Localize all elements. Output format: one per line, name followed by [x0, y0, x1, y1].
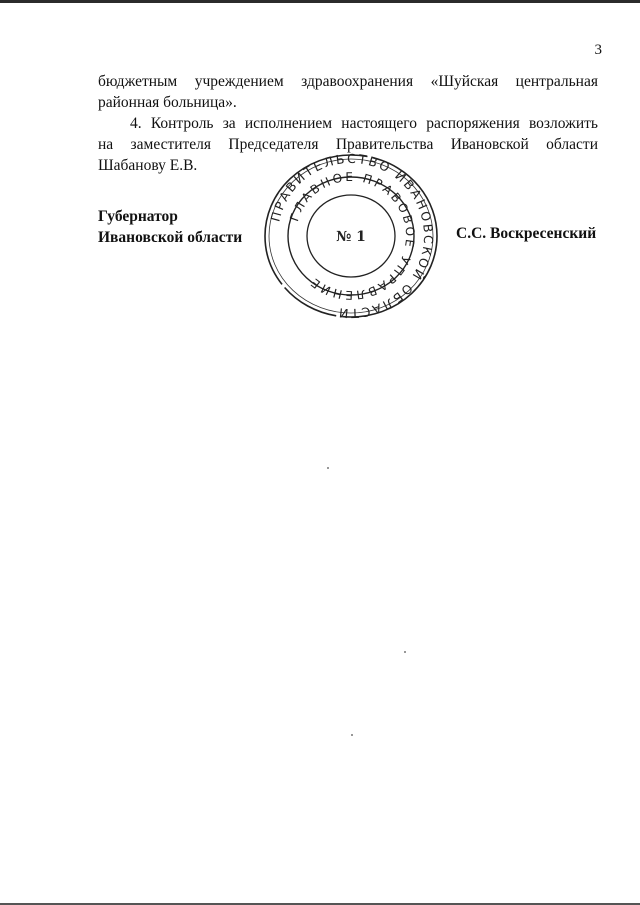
paragraph-2-line-2: на заместителя Председателя Правительства Ивановской области [98, 136, 598, 153]
seal-center-text: № 1 [336, 229, 366, 245]
scan-speck [351, 734, 353, 736]
paragraph-2-line-1: 4. Контроль за исполнением настоящего распоряжения возложить [130, 115, 598, 132]
scan-edge-top [0, 0, 640, 3]
paragraph-2-line-3: Шабанову Е.В. [98, 157, 198, 174]
page-number: 3 [594, 42, 602, 58]
official-seal [262, 152, 440, 320]
signatory-name-text: С.С. Воскресенский [456, 225, 597, 242]
seal-graphic [262, 152, 440, 320]
scan-speck [404, 651, 406, 653]
scan-speck [327, 467, 329, 469]
seal-inner-text: ГЛАВНОЕ ПРАВОВОЕ УПРАВЛЕНИЕ [287, 169, 418, 303]
signatory-title-line-2: Ивановской области [98, 229, 243, 246]
paragraph-1-line-2: районная больница». [98, 94, 237, 111]
signatory-name [456, 223, 596, 244]
seal-outer-text: ПРАВИТЕЛЬСТВО ИВАНОВСКОЙ ОБЛАСТИ [267, 152, 437, 320]
paragraph-1-line-1: бюджетным учреждением здравоохранения «Шуйская центральная [98, 73, 598, 90]
signatory-title [98, 206, 242, 248]
signatory-title-line-1: Губернатор [98, 208, 178, 225]
